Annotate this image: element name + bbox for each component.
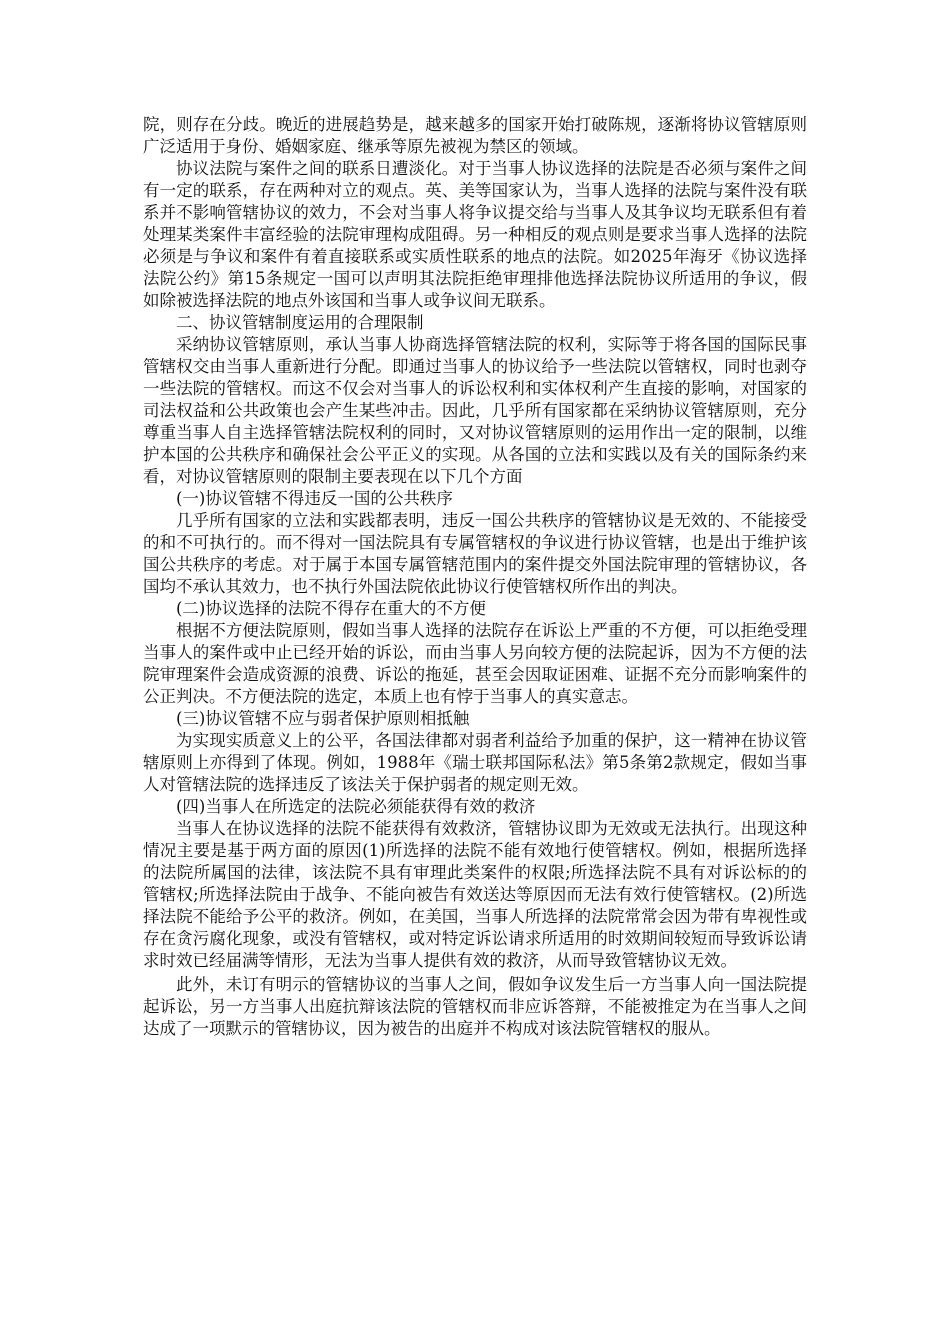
subheading-weaker-party: (三)协议管辖不应与弱者保护原则相抵触 [176,709,470,728]
subheading-inconvenience: (二)协议选择的法院不得存在重大的不方便 [176,599,486,618]
paragraph-public-order: 几乎所有国家的立法和实践都表明，违反一国公共秩序的管辖协议是无效的、不能接受的和不可执行的。而不得对一国法院具有专属管辖权的争议进行协议管辖，也是出于维护该国公共秩序的考虑。对于属于本国专属管辖范围内的案件提交外国法院审理的管辖协议，各国均不承认其效力，也不执行外国法院依此协议行使管辖权所作出的判决。 [143,511,807,596]
paragraph-limits-intro: 采纳协议管辖原则，承认当事人协商选择管辖法院的权利，实际等于将各国的国际民事管辖权交由当事人重新进行分配。即通过当事人的协议给予一些法院以管辖权，同时也剥夺一些法院的管辖权。而这不仅会对当事人的诉讼权利和实体权利产生直接的影响，对国家的司法权益和公共政策也会产生某些冲击。因此，几乎所有国家都在采纳协议管辖原则，充分尊重当事人自主选择管辖法院权利的同时，又对协议管辖原则的运用作出一定的限制，以维护本国的公共秩序和确保社会公平正义的实现。从各国的立法和实践以及有关的国际条约来看，对协议管辖原则的限制主要表现在以下几个方面 [143,335,807,486]
paragraph-court-case-connection: 协议法院与案件之间的联系日遭淡化。对于当事人协议选择的法院是否必须与案件之间有一定的联系，存在两种对立的观点。英、美等国家认为，当事人选择的法院与案件没有联系并不影响管辖协议的效力，不会对当事人将争议提交给与当事人及其争议均无联系但有着处理某类案件丰富经验的法院审理构成阻碍。另一种相反的观点则是要求当事人选择的法院必须是与争议和案件有着直接联系或实质性联系的地点的法院。如2025年海牙《协议选择法院公约》第15条规定一国可以声明其法院拒绝审理排他选择法院协议所适用的争议，假如除被选择法院的地点外该国和当事人或争议间无联系。 [143,159,807,310]
paragraph-inconvenience: 根据不方便法院原则，假如当事人选择的法院存在诉讼上严重的不方便，可以拒绝受理当事人的案件或中止已经开始的诉讼，而由当事人另向较方便的法院起诉，因为不方便的法院审理案件会造成资源的浪费、诉讼的拖延，甚至会因取证困难、证据不充分而影响案件的公正判决。不方便法院的选定，本质上也有悖于当事人的真实意志。 [143,621,807,706]
subheading-public-order: (一)协议管辖不得违反一国的公共秩序 [176,489,453,508]
subheading-effective-remedy: (四)当事人在所选定的法院必须能获得有效的救济 [176,797,536,816]
paragraph-continuation: 院，则存在分歧。晚近的进展趋势是，越来越多的国家开始打破陈规，逐渐将协议管辖原则广泛适用于身份、婚姻家庭、继承等原先被视为禁区的领域。 [143,115,807,156]
document-body [143,114,807,1040]
paragraph-weaker-party: 为实现实质意义上的公平，各国法律都对弱者利益给予加重的保护，这一精神在协议管辖原则上亦得到了体现。例如，1988年《瑞士联邦国际私法》第5条第2款规定，假如当事人对管辖法院的选择违反了该法关于保护弱者的规定则无效。 [143,731,807,794]
paragraph-effective-remedy: 当事人在协议选择的法院不能获得有效救济，管辖协议即为无效或无法执行。出现这种情况主要是基于两方面的原因(1)所选择的法院不能有效地行使管辖权。例如，根据所选择的法院所属国的法律，该法院不具有审理此类案件的权限;所选择法院不具有对诉讼标的的管辖权;所选择法院由于战争、不能向被告有效送达等原因而无法有效行使管辖权。(2)所选择法院不能给予公平的救济。例如，在美国，当事人所选择的法院常常会因为带有卑视性或存在贪污腐化现象，或没有管辖权，或对特定诉讼请求所适用的时效期间较短而导致诉讼请求时效已经届满等情形，无法为当事人提供有效的救济，从而导致管辖协议无效。 [143,819,807,970]
paragraph-implied-agreement: 此外，未订有明示的管辖协议的当事人之间，假如争议发生后一方当事人向一国法院提起诉讼，另一方当事人出庭抗辩该法院的管辖权而非应诉答辩，不能被推定为在当事人之间达成了一项默示的管辖协议，因为被告的出庭并不构成对该法院管辖权的服从。 [143,975,807,1038]
section-heading-2: 二、协议管辖制度运用的合理限制 [176,313,424,332]
